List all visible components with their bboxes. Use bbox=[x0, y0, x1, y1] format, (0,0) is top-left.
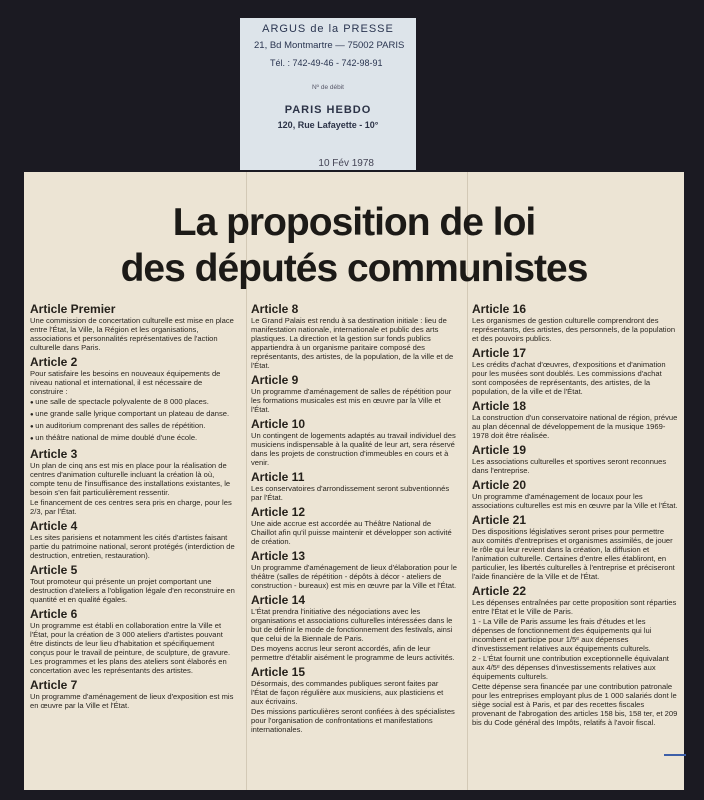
article-paragraph: Un programme d'aménagement de lieux d'exposition est mis en œuvre par la Ville et l'État. bbox=[30, 692, 234, 710]
article-title: Article 2 bbox=[30, 355, 78, 369]
article-bullet: ● une salle de spectacle polyvalente de 8 000 places. bbox=[30, 397, 236, 408]
agency-address: 21, Bd Montmartre — 75002 PARIS bbox=[254, 40, 405, 51]
article bbox=[30, 355, 236, 444]
article bbox=[251, 549, 457, 590]
press-agency-stamp bbox=[240, 18, 416, 170]
article-title: Article 17 bbox=[472, 346, 527, 360]
column-2 bbox=[251, 302, 457, 737]
article-title: Article 6 bbox=[30, 607, 78, 621]
article-paragraph: 2 - L'État fournit une contribution exceptionnelle équivalant aux 4/5ᵉ des dépenses d'investissements relatives aux équipements culturels. bbox=[472, 654, 669, 681]
article bbox=[30, 519, 236, 560]
article-title: Article 13 bbox=[251, 549, 306, 563]
article-paragraph: Une commission de concertation culturelle est mise en place entre l'État, la Ville, la Région et les organisations, associations et personnalités représentatives de l'action culturelle dans Paris. bbox=[30, 316, 234, 352]
article-paragraph: Tout promoteur qui présente un projet comportant une destruction d'ateliers a l'obligation légale d'en reconstruire en quantité et en qualité égales. bbox=[30, 577, 235, 604]
stamp-date: 10 Fév 1978 bbox=[318, 158, 374, 169]
article bbox=[30, 678, 236, 710]
article bbox=[251, 505, 457, 546]
article bbox=[251, 373, 457, 414]
headline bbox=[24, 200, 684, 292]
article-title: Article 16 bbox=[472, 302, 527, 316]
pen-mark bbox=[664, 754, 686, 756]
article-title: Article 7 bbox=[30, 678, 78, 692]
publication-name: PARIS HEBDO bbox=[284, 104, 372, 116]
article-paragraph: Des moyens accrus leur seront accordés, afin de leur permettre d'établir aisément le programme de leurs activités. bbox=[251, 644, 455, 662]
article-bullet: ● un auditorium comprenant des salles de répétition. bbox=[30, 421, 236, 432]
article bbox=[251, 302, 457, 370]
article-paragraph: L'État prendra l'initiative des négociations avec les organisations et associations culturelles intéressées dans le but de définir le mode de fonctionnement des festivals, ainsi que celui de la Biennale de Paris. bbox=[251, 607, 453, 643]
article bbox=[30, 302, 236, 352]
newspaper-clipping bbox=[24, 172, 684, 790]
article-paragraph: Le financement de ces centres sera pris en charge, pour les 2/3, par l'État. bbox=[30, 498, 232, 516]
article-title: Article 10 bbox=[251, 417, 306, 431]
article-paragraph: 1 - La Ville de Paris assume les frais d'études et les dépenses de fonctionnement des équipements qui lui incombent et participe pour 1/5ᵉ aux dépenses d'investissement relatives aux équipements culturels. bbox=[472, 617, 652, 653]
agency-name: ARGUS de la PRESSE bbox=[262, 23, 394, 35]
article bbox=[30, 563, 236, 604]
article bbox=[251, 593, 457, 662]
article bbox=[251, 470, 457, 502]
column-3 bbox=[472, 302, 678, 730]
article bbox=[472, 346, 678, 396]
article-paragraph: Pour satisfaire les besoins en nouveaux équipements de niveau national et international, il est nécessaire de construire : bbox=[30, 369, 221, 396]
article-paragraph: Le Grand Palais est rendu à sa destination initiale : lieu de manifestation nationale, internationale et public des arts plastiques. La direction et la gestion sur fonds publics appartiendra à un organisme paritaire composé des représentants, des artistes, de la population, de la ville et de l'État. bbox=[251, 316, 454, 370]
article-paragraph: Les sites parisiens et notamment les cités d'artistes faisant partie du patrimoine national, seront protégés (interdiction de destruction, entretien, restauration). bbox=[30, 533, 235, 560]
agency-phone: Tél. : 742-49-46 - 742-98-91 bbox=[270, 58, 383, 68]
article-paragraph: Les organismes de gestion culturelle comprendront des représentants, des artistes, des personnels, de la population et des pouvoirs publics. bbox=[472, 316, 676, 343]
article-paragraph: Des missions particulières seront confiées à des spécialistes pour l'organisation de confrontations et manifestations internationales. bbox=[251, 707, 455, 734]
article-title: Article 11 bbox=[251, 470, 305, 484]
article-paragraph: Un programme d'aménagement de lieux d'élaboration pour le théâtre (salles de répétition - dépôts à décor - ateliers de construction - bureaux) est mis en œuvre par la Ville et l'État. bbox=[251, 563, 457, 590]
article-title: Article 12 bbox=[251, 505, 306, 519]
article-title: Article 5 bbox=[30, 563, 78, 577]
article-title: Article 15 bbox=[251, 665, 306, 679]
article-title: Article 14 bbox=[251, 593, 306, 607]
article-title: Article 21 bbox=[472, 513, 527, 527]
article-title: Article 9 bbox=[251, 373, 299, 387]
publication-address: 120, Rue Lafayette - 10° bbox=[277, 120, 379, 130]
article bbox=[30, 447, 236, 516]
article-paragraph: Un plan de cinq ans est mis en place pour la réalisation de centres d'animation culturelle incluant la création là où, compte tenu de l'insuffisance des installations existantes, le besoin s'en fait particulièrement ressentir. bbox=[30, 461, 231, 497]
article-title: Article 19 bbox=[472, 443, 527, 457]
article-paragraph: Des dispositions législatives seront prises pour permettre aux comités d'entreprises et organismes assimilés, de jouer le rôle qui leur revient dans la création, la diffusion et l'animation culturelle. Certaines d'entre elles établiront, en particulier, les libertés culturelles à l'entreprise et préciseront l'aide financière de la Ville et de l'État. bbox=[472, 527, 675, 581]
article bbox=[472, 513, 678, 581]
article-paragraph: Désormais, des commandes publiques seront faites par l'État de façon régulière aux musiciens, aux plasticiens et aux écrivains. bbox=[251, 679, 444, 706]
article-paragraph: Les crédits d'achat d'œuvres, d'expositions et d'animation pour les musées sont doublés. Les commissions d'achat sont composées de représentants, des artistes, de la population, de la ville et de l'État. bbox=[472, 360, 666, 396]
article-title: Article 4 bbox=[30, 519, 78, 533]
article bbox=[472, 478, 678, 510]
article bbox=[251, 417, 457, 467]
article-bullet: ● une grande salle lyrique comportant un plateau de danse. bbox=[30, 409, 236, 420]
article-title: Article 8 bbox=[251, 302, 299, 316]
headline-line-1: La proposition de loi bbox=[172, 201, 536, 244]
debit-label: Nº de débit bbox=[311, 84, 344, 91]
article bbox=[472, 399, 678, 440]
article-paragraph: Cette dépense sera financée par une contribution patronale pour les entreprises employant plus de 1 000 salariés dont le siège social est à Paris, et par des recettes fiscales provenant de l'abrogation des articles 158 bis, 158 ter, et 209 bis du Code général des Impôts, relatifs à l'avoir fiscal. bbox=[472, 682, 678, 727]
article bbox=[472, 584, 678, 727]
article-paragraph: Les associations culturelles et sportives seront reconnues dans l'entreprise. bbox=[472, 457, 667, 475]
article-paragraph: Une aide accrue est accordée au Théâtre National de Chaillot afin qu'il puisse maintenir et développer son activité de création. bbox=[251, 519, 452, 546]
article-title: Article 3 bbox=[30, 447, 78, 461]
article-paragraph: La construction d'un conservatoire national de région, prévue au plan décennal de développement de la musique 1969-1978 doit être réalisée. bbox=[472, 413, 678, 440]
article bbox=[251, 665, 457, 734]
article-paragraph: Les dépenses entraînées par cette proposition sont réparties entre l'État et le Ville de Paris. bbox=[472, 598, 677, 616]
article-paragraph: Un programme d'aménagement de salles de répétition pour les formations musicales est mis en œuvre par la Ville et l'État. bbox=[251, 387, 452, 414]
column-1 bbox=[30, 302, 236, 713]
article-paragraph: Les conservatoires d'arrondissement seront subventionnés par l'État. bbox=[251, 484, 450, 502]
article-paragraph: Un contingent de logements adaptés au travail individuel des musiciens indispensable à la qualité de leur art, sera réservé dans les projets de construction d'immeubles en cours et à venir. bbox=[251, 431, 456, 467]
article-title: Article 22 bbox=[472, 584, 527, 598]
article bbox=[472, 302, 678, 343]
article-paragraph: Un programme est établi en collaboration entre la Ville et l'État, pour la création de 3 000 ateliers d'artistes pouvant être distincts de leur lieu d'habitation et spécifiquement conçus pour le travail de peinture, de sculpture, de gravure. Les programmes et les plans des ateliers sont élaborés en concertation avec les représentants des artistes. bbox=[30, 621, 231, 675]
article-bullet: ● un théâtre national de mime doublé d'une école. bbox=[30, 433, 236, 444]
article-title: Article 20 bbox=[472, 478, 527, 492]
article bbox=[472, 443, 678, 475]
article-title: Article Premier bbox=[30, 302, 116, 316]
article-title: Article 18 bbox=[472, 399, 527, 413]
headline-line-2: des députés communistes bbox=[120, 247, 588, 290]
article-paragraph: Un programme d'aménagement de locaux pour les associations culturelles est mis en œuvre par la Ville et l'État. bbox=[472, 492, 678, 510]
article bbox=[30, 607, 236, 675]
